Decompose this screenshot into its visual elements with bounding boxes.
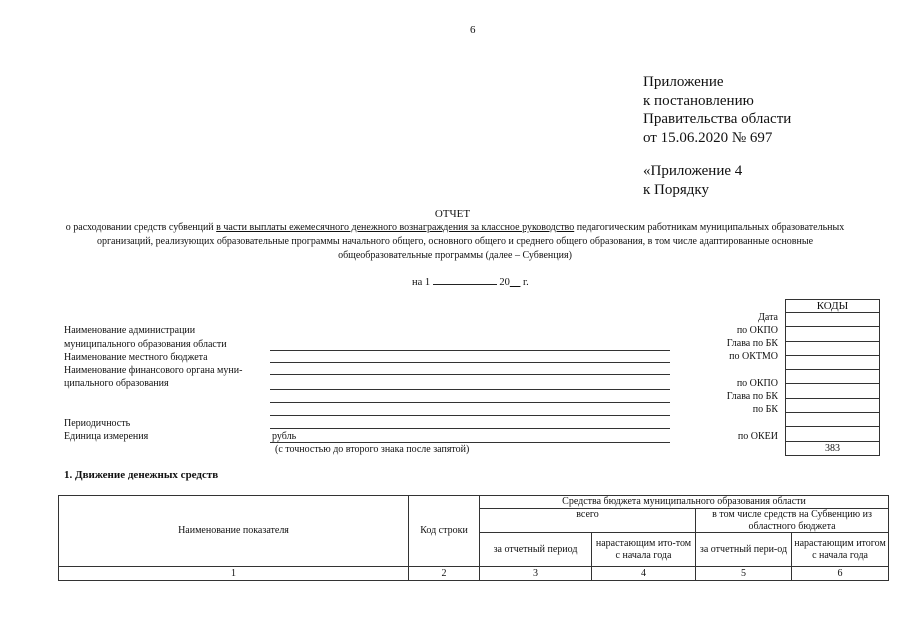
field-line-finance-2[interactable] bbox=[270, 389, 670, 390]
appendix-line: Правительства области bbox=[643, 111, 792, 127]
appendix-line: от 15.06.2020 № 697 bbox=[643, 129, 773, 146]
code-cell-oktmo[interactable] bbox=[786, 355, 880, 369]
label-admin-1: Наименование администрации bbox=[64, 325, 196, 336]
col-number: 3 bbox=[480, 567, 592, 581]
label-finance-2: ципального образования bbox=[64, 378, 169, 389]
label-oktmo: по ОКТМО bbox=[729, 351, 778, 362]
col-header-subvention: в том числе средств на Субвенцию из областного бюджета bbox=[696, 509, 889, 533]
section-title: 1. Движение денежных средств bbox=[64, 469, 219, 481]
codes-table bbox=[785, 299, 880, 456]
col-header-period-2: за отчетный пери-од bbox=[696, 533, 792, 567]
code-cell-glava-bk[interactable] bbox=[786, 341, 880, 355]
code-cell-date[interactable] bbox=[786, 313, 880, 327]
code-cell-blank[interactable] bbox=[786, 370, 880, 384]
appendix-line: Приложение bbox=[643, 74, 724, 90]
col-header-total: всего bbox=[480, 509, 696, 533]
date-suffix: г. bbox=[523, 277, 529, 288]
report-subtitle bbox=[60, 221, 850, 263]
codes-header: КОДЫ bbox=[786, 300, 880, 313]
unit-note: (с точностью до второго знака после запятой) bbox=[275, 444, 470, 455]
appendix-block-2 bbox=[643, 162, 742, 199]
date-blank-field[interactable] bbox=[433, 274, 497, 285]
label-finance-1: Наименование финансового органа муни- bbox=[64, 365, 243, 376]
field-line-finance-4[interactable] bbox=[270, 415, 670, 416]
label-okpo: по ОКПО bbox=[736, 325, 778, 336]
subtitle-underlined: в части выплаты ежемесячного денежного вознаграждения за классное руководство bbox=[216, 222, 575, 233]
code-cell-bk[interactable] bbox=[786, 413, 880, 427]
label-bk: по БК bbox=[752, 404, 778, 415]
field-line-budget[interactable] bbox=[270, 362, 670, 363]
code-cell-glava-bk-2[interactable] bbox=[786, 398, 880, 412]
year-prefix: 20 bbox=[499, 277, 510, 288]
code-cell-okpo-2[interactable] bbox=[786, 384, 880, 398]
label-glava-bk: Глава по БК bbox=[726, 338, 778, 349]
col-header-code: Код строки bbox=[409, 496, 480, 567]
col-number: 6 bbox=[792, 567, 889, 581]
appendix-line: к постановлению bbox=[643, 92, 754, 109]
subtitle-text: о расходовании средств субвенций bbox=[65, 222, 217, 233]
cash-flow-table bbox=[58, 495, 889, 581]
year-blank-field[interactable]: __ bbox=[509, 277, 521, 288]
code-cell-okei[interactable]: 383 bbox=[786, 441, 880, 455]
code-cell-okpo[interactable] bbox=[786, 327, 880, 341]
appendix-line: «Приложение 4 bbox=[643, 163, 743, 179]
field-line-periodicity[interactable] bbox=[270, 428, 670, 429]
label-budget: Наименование местного бюджета bbox=[64, 352, 208, 363]
col-header-name: Наименование показателя bbox=[59, 496, 409, 567]
label-periodicity: Периодичность bbox=[64, 418, 131, 429]
appendix-line: к Порядку bbox=[643, 181, 709, 198]
label-admin-2: муниципального образования области bbox=[64, 339, 227, 350]
field-line-admin[interactable] bbox=[270, 350, 670, 351]
label-unit: Единица измерения bbox=[64, 431, 149, 442]
appendix-block bbox=[643, 73, 791, 147]
code-cell-blank-2[interactable] bbox=[786, 427, 880, 441]
label-okei: по ОКЕИ bbox=[737, 431, 778, 442]
report-date-line bbox=[412, 274, 529, 288]
label-okpo-2: по ОКПО bbox=[736, 378, 778, 389]
col-number: 4 bbox=[592, 567, 696, 581]
label-date: Дата bbox=[758, 312, 778, 323]
label-glava-bk-2: Глава по БК bbox=[726, 391, 778, 402]
col-header-cumulative-1: нарастающим ито-том с начала года bbox=[592, 533, 696, 567]
col-header-group: Средства бюджета муниципального образования области bbox=[480, 496, 889, 509]
col-header-period-1: за отчетный период bbox=[480, 533, 592, 567]
field-line-finance-1[interactable] bbox=[270, 374, 670, 375]
col-number: 1 bbox=[59, 567, 409, 581]
report-title: ОТЧЕТ bbox=[434, 208, 471, 220]
col-header-cumulative-2: нарастающим итогом с начала года bbox=[792, 533, 889, 567]
col-number: 2 bbox=[409, 567, 480, 581]
subtitle-text-end: педагогическим работникам муниципальных образовательных организаций, реализующих образовательные программы начального общего, основного общего и среднего общего образования, в том числе адаптированные основные общеобразовательные программы (далее – Субвенция) bbox=[96, 222, 845, 261]
field-line-finance-3[interactable] bbox=[270, 402, 670, 403]
unit-value: рубль bbox=[272, 431, 297, 442]
page-number: 6 bbox=[470, 24, 476, 36]
date-prefix: на 1 bbox=[412, 277, 431, 288]
col-number: 5 bbox=[696, 567, 792, 581]
